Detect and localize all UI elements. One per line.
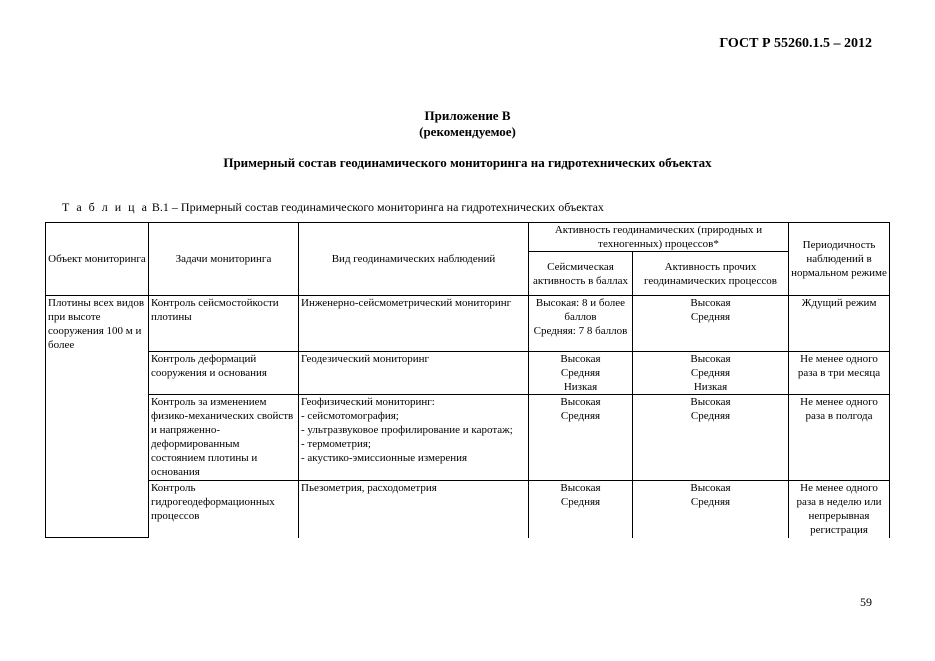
seismic-cell <box>529 395 633 481</box>
other-line: Низкая <box>693 381 728 393</box>
other-line: Высокая <box>690 482 731 494</box>
seismic-cell <box>529 352 633 395</box>
seismic-line: Средняя <box>560 367 601 379</box>
other-line: Средняя <box>690 410 731 422</box>
observation-line: - сейсмотомография; <box>301 410 399 422</box>
seismic-cell <box>529 296 633 352</box>
observation-cell <box>299 481 529 538</box>
header-object: Объект мониторинга <box>46 223 149 296</box>
object-cell: Плотины всех видов при высоте сооружения 100 м и более <box>46 296 149 538</box>
standard-code: ГОСТ Р 55260.1.5 – 2012 <box>719 36 872 51</box>
other-line: Средняя <box>690 367 731 379</box>
period-cell: Ждущий режим <box>789 296 890 352</box>
observation-line: Инженерно-сейсмометрический мониторинг <box>301 297 512 309</box>
header-seismic: Сейсмическая активность в баллах <box>529 252 633 296</box>
table-row <box>46 481 890 538</box>
task-cell: Контроль гидрогеодеформационных процессов <box>149 481 299 538</box>
page-number: 59 <box>860 595 872 609</box>
monitoring-table <box>45 222 890 538</box>
seismic-line: Высокая <box>560 353 601 365</box>
table-header-row <box>46 223 890 252</box>
other-line: Средняя <box>690 496 731 508</box>
appendix-status: (рекомендуемое) <box>419 124 516 139</box>
other-line: Высокая <box>690 297 731 309</box>
observation-line: Геодезический мониторинг <box>301 353 430 365</box>
table-row <box>46 352 890 395</box>
period-cell: Не менее одного раза в полгода <box>789 395 890 481</box>
observation-line: - акустико-эмиссионные измерения <box>301 452 468 464</box>
header-tasks: Задачи мониторинга <box>149 223 299 296</box>
observation-cell <box>299 352 529 395</box>
seismic-line: Средняя <box>560 496 601 508</box>
header-period: Периодичность наблюдений в нормальном режиме <box>789 223 890 296</box>
observation-line: Пьезометрия, расходометрия <box>301 482 437 494</box>
table-caption-text: В.1 – Примерный состав геодинамического мониторинга на гидротехнических объектах <box>148 200 604 214</box>
seismic-line: Высокая: 8 и более баллов <box>535 297 626 323</box>
appendix-title: Приложение В <box>424 108 511 123</box>
table-row <box>46 395 890 481</box>
table-row <box>46 296 890 352</box>
period-cell: Не менее одного раза в три месяца <box>789 352 890 395</box>
appendix-heading: Примерный состав геодинамического мониторинга на гидротехнических объектах <box>223 155 712 170</box>
table-caption-prefix: Т а б л и ц а <box>62 200 149 214</box>
seismic-line: Высокая <box>560 396 601 408</box>
seismic-line: Средняя: 7 8 баллов <box>533 325 628 337</box>
other-cell <box>633 395 789 481</box>
period-cell: Не менее одного раза в неделю или непрерывная регистрация <box>789 481 890 538</box>
seismic-line: Низкая <box>563 381 598 393</box>
seismic-line: Средняя <box>560 410 601 422</box>
header-other: Активность прочих геодинамических процессов <box>633 252 789 296</box>
observation-line: - термометрия; <box>301 438 371 450</box>
table-caption <box>62 200 604 215</box>
other-cell <box>633 481 789 538</box>
other-cell <box>633 352 789 395</box>
other-line: Высокая <box>690 396 731 408</box>
observation-line: - ультразвуковое профилирование и каротаж; <box>301 424 513 436</box>
task-cell: Контроль сейсмостойкости плотины <box>149 296 299 352</box>
task-cell: Контроль за изменением физико-механических свойств и напряженно-деформированным состоянием плотины и основания <box>149 395 299 481</box>
other-cell <box>633 296 789 352</box>
observation-line: Геофизический мониторинг: <box>301 396 435 408</box>
observation-cell <box>299 395 529 481</box>
observation-cell <box>299 296 529 352</box>
header-activity: Активность геодинамических (природных и техногенных) процессов* <box>529 223 789 252</box>
task-cell: Контроль деформаций сооружения и основания <box>149 352 299 395</box>
seismic-line: Высокая <box>560 482 601 494</box>
other-line: Средняя <box>690 311 731 323</box>
seismic-cell <box>529 481 633 538</box>
header-observation: Вид геодинамических наблюдений <box>299 223 529 296</box>
other-line: Высокая <box>690 353 731 365</box>
